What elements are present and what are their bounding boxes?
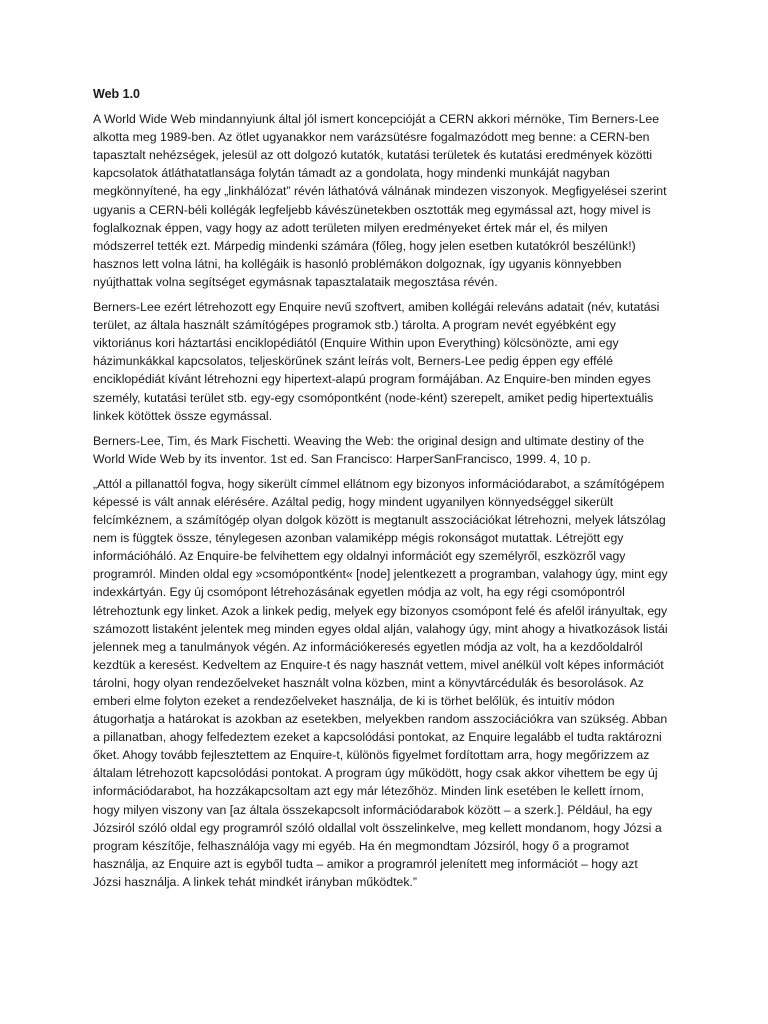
paragraph-enquire: Berners-Lee ezért létrehozott egy Enquire nevű szoftvert, amiben kollégái releváns adatait (név, kutatási terület, az általa használt számítógépes programok stb.) tárolta. A program nevét egyébként egy viktoriánus kori háztartási enciklopédiától (Enquire Within upon Everything) kölcsönözte, ami egy házimunkákkal kapcsolatos, teljeskörűnek szánt leírás volt, Berners-Lee pedig éppen egy effélé enciklopédiát kívánt létrehozni egy hipertext-alapú program formájában. Az Enquire-ben minden egyes személy, kutatási terület stb. egy-egy csomópontként (node-ként) szerepelt, amiket pedig hipertextuális linkek kötöttek össze egymással. — [93, 300, 660, 423]
citation: Berners-Lee, Tim, és Mark Fischetti. Weaving the Web: the original design and ultimate destiny of the World Wide Web by its inventor. 1st ed. San Francisco: HarperSanFrancisco, 1999. 4, 10 p. — [93, 433, 645, 466]
quotation: „Attól a pillanattól fogva, hogy sikerült címmel ellátnom egy bizonyos információdarabot, a számítógépem képessé is vált annak elérésére. Azáltal pedig, hogy mindent ugyanilyen könnyedséggel sikerült felcímkéznem, a számítógép olyan dolgok között is megtanult asszociációkat létrehozni, melyek látszólag nem is függtek össze, ténylegesen azonban valamiképp mégis rokonságot mutattak. Létrejött egy információháló. Az Enquire-be felvihettem egy oldalnyi információt egy személyről, eszközről vagy programról. Minden oldal egy »csomópontként« [node] jelentkezett a programban, valahogy úgy, mint egy indexkártyán. Egy új csomópont létrehozásának egyetlen módja az volt, ha egy régi csomópontról létrehoztunk egy linket. Azok a linkek pedig, melyek egy bizonyos csomópont felé és afelől irányultak, egy számozott listaként jelentek meg minden egyes oldal alján, valahogy úgy, mint ahogy a hivatkozások listái jelennek meg a tanulmányok végén. Az információkeresés egyetlen módja az volt, ha a kezdőoldalról kezdtük a keresést. Kedveltem az Enquire-t és nagy hasznát vettem, mivel anélkül volt képes információt tárolni, hogy olyan rendezőelveket használt volna közben, mint a könyvtárcédulák és besorolások. Az emberi elme folyton ezeket a rendezőelveket használja, de ki is törhet belőlük, és intuitív módon átugorhatja a határokat is azokban az esetekben, melyekben random asszociációkra van szükség. Abban a pillanatban, ahogy felfedeztem ezeket a kapcsolódási pontokat, az Enquire legalább el tudta raktározni őket. Ahogy tovább fejlesztettem az Enquire-t, különös figyelmet fordítottam arra, hogy megőrizzem az általam létrehozott kapcsolódási pontokat. A program úgy működött, hogy csak akkor vihettem be egy új információdarabot, ha hozzákapcsoltam azt egy már létezőhöz. Minden link esetében le kellett írnom, hogy milyen viszony van [az általa összekapcsolt információdarabok között – a szerk.]. Például, ha egy Józsiról szóló oldal egy programról szóló oldallal volt összelinkelve, meg kellett mondanom, hogy Józsi a program készítője, felhasználója vagy mi egyéb. Ha én megmondtam Józsiról, hogy ő a programot használja, az Enquire azt is egyből tudta – amikor a programról jelenített meg információt – hogy azt Józsi használja. A linkek tehát mindkét irányban működtek.” — [93, 476, 668, 889]
document-page — [93, 85, 668, 898]
section-heading: Web 1.0 — [93, 87, 141, 101]
paragraph-intro: A World Wide Web mindannyiunk által jól ismert koncepcióját a CERN akkori mérnöke, Tim Berners-Lee alkotta meg 1989-ben. Az ötlet ugyanakkor nem varázsütésre fogalmazódott meg benne: a CERN-ben tapasztalt nehézségek, jelesül az ott dolgozó kutatók, kutatási területek és kutatási eredmények közötti kapcsolatok átláthatatlansága folytán támadt az a gondolata, hogy mindenki munkáját nagyban megkönnyítené, ha egy „linkhálózat” révén láthatóvá válnának mindezen viszonyok. Megfigyelései szerint ugyanis a CERN-béli kollégák legfeljebb kávészünetekben osztották meg egymással azt, hogy mivel is foglalkoznak éppen, vagy hogy az adott területen milyen eredményeket értek már el, és milyen módszerrel tették ezt. Márpedig mindenki számára (főleg, hogy jelen esetben kutatókról beszélünk!) hasznos lett volna látni, ha kollégáik is hasonló problémákon dolgoznak, így ugyanis könnyebben nyújthattak volna segítséget egymásnak tapasztalataik megosztása révén. — [93, 112, 667, 289]
